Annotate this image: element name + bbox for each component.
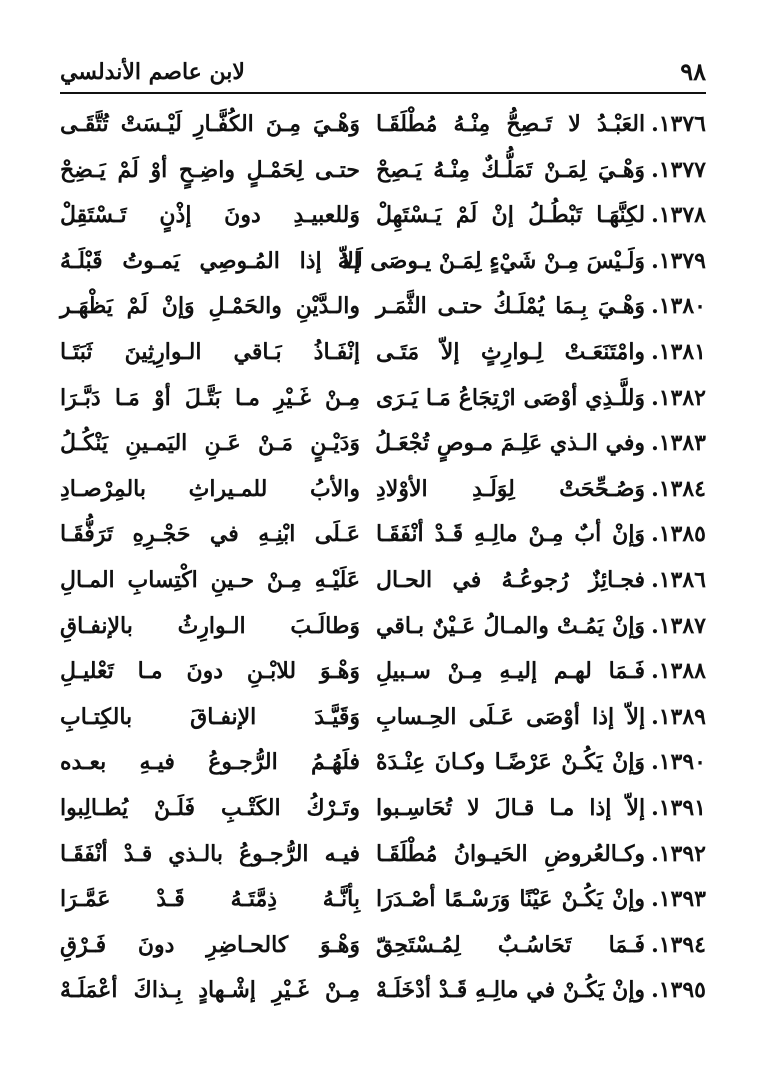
verse-first-text: وَإنْ أبٌ مِـنْ مالِـهِ قَـدْ أنْفَقَـا bbox=[376, 521, 646, 548]
verse-second-hemistich: وَهْـوَ كالحـاضِرِ دونَ فَـرْقِ bbox=[60, 931, 360, 958]
verse-number: ١٣٨٩. bbox=[651, 703, 706, 730]
verse-second-hemistich: مِـنْ غَـيْرِ مـا بَتَّـلَ أوْ مَـا دَبَّـرَا bbox=[60, 384, 360, 411]
verse-number: ١٣٧٦. bbox=[651, 111, 706, 137]
verse-first-hemistich bbox=[376, 658, 706, 684]
verse-number: ١٣٩١. bbox=[651, 794, 706, 821]
verse-row bbox=[60, 151, 706, 197]
verse-row bbox=[60, 196, 706, 242]
verse-first-hemistich bbox=[376, 157, 706, 183]
verse-second-hemistich: فيـه الرُّجـوعُ بالـذي قـدْ أنْفَقَـا bbox=[60, 840, 360, 867]
verse-second-hemistich: إنْفَـاذُ بَـاقي الـوارِثِينَ ثَبَتَـا bbox=[60, 338, 360, 365]
verse-second-hemistich: وَدَيْـنٍ مَـنْ عَـنِ اليَمـينِ يَنْكُـلُ bbox=[60, 430, 360, 457]
verse-number: ١٣٨١. bbox=[651, 338, 706, 365]
verse-row bbox=[60, 105, 706, 151]
verse-row bbox=[60, 424, 706, 470]
verse-row bbox=[60, 789, 706, 835]
verse-number: ١٣٧٨. bbox=[651, 202, 706, 229]
verse-second-hemistich: وتَـرْكُ الكَتْـبِ فَلَـنْ يُطـالِبوا bbox=[60, 794, 360, 821]
verse-first-hemistich bbox=[376, 841, 706, 867]
verse-first-text: إلاّ إذا مـا قـالَ لا تُحَاسِـبوا bbox=[376, 794, 646, 821]
verse-first-text: وكـالعُروضِ الحَيـوانُ مُطْلَقَـا bbox=[376, 840, 646, 867]
verse-second-hemistich: والأبُ للمـيراثِ بالمِرْصـادِ bbox=[60, 475, 360, 502]
verse-row bbox=[60, 698, 706, 744]
verse-first-text: وإنْ يَكُـنْ في مالِـهِ قَـدْ أدْخَلَـهْ bbox=[376, 977, 646, 1004]
header-rule bbox=[60, 92, 706, 94]
verse-number: ١٣٨٧. bbox=[651, 612, 706, 639]
verse-number: ١٣٨٨. bbox=[651, 658, 706, 685]
verse-first-text: لكِنَّهَـا تَبْطُـلُ إنْ لَمْ يَـسْتَهِلْ bbox=[376, 202, 646, 229]
verse-first-hemistich bbox=[376, 749, 706, 775]
verse-second-hemistich: عَـلَى ابْنِـهِ في حَجْـرِهِ تَرَفُّقَـا bbox=[60, 521, 360, 548]
verse-first-hemistich bbox=[376, 795, 706, 821]
verse-second-hemistich: وَهْـيَ مِـنَ الكُفَّـارِ لَيْـسَتْ تُتَّقَـى bbox=[60, 111, 360, 137]
verse-number: ١٣٩٠. bbox=[651, 749, 706, 776]
verse-first-text: وامْتَنَعَـتْ لِـوارِثٍ إلاّ مَتَـى bbox=[376, 338, 646, 365]
verse-first-hemistich bbox=[376, 202, 706, 228]
verse-first-hemistich bbox=[376, 932, 706, 958]
verse-number: ١٣٨٤. bbox=[651, 475, 706, 502]
verse-number: ١٣٩٤. bbox=[651, 931, 706, 958]
verse-first-text: وَصُـحِّحَتْ لِوَلَـدِ الأوْلادِ bbox=[376, 475, 646, 502]
verse-row bbox=[60, 926, 706, 972]
verse-second-hemistich: والـدَّيْنِ والحَمْـلِ وَإنْ لَمْ يَظْهَـر bbox=[60, 293, 360, 320]
verse-row bbox=[60, 652, 706, 698]
verse-first-text: فجـائِزٌ رُجوعُـهُ في الحـال bbox=[376, 566, 646, 593]
verse-first-text: إلاّ إذا أوْصَى عَـلَى الحِـسابِ bbox=[376, 703, 646, 730]
running-title: لابن عاصم الأندلسي bbox=[60, 59, 245, 85]
verse-row bbox=[60, 242, 706, 288]
verse-number: ١٣٩٥. bbox=[651, 977, 706, 1004]
verse-number: ١٣٩٣. bbox=[651, 886, 706, 913]
verse-row bbox=[60, 743, 706, 789]
verse-first-text: وَإنْ يَكُـنْ عَرْضًـا وكـانَ عِنْـدَهْ bbox=[376, 749, 646, 776]
verse-first-text: وَلَـيْسَ مِـنْ شَيْءٍ لِمَـنْ يـوصَى لَـهُ bbox=[337, 247, 646, 274]
verse-first-text: وَللَّـذِي أوْصَى ارْتِجَاعُ مَـا يَـرَى bbox=[376, 384, 646, 411]
verse-second-hemistich: عَلَيْـهِ مِـنْ حـينِ اكْتِسابِ المـالِ bbox=[60, 566, 360, 593]
verse-number: ١٣٨٢. bbox=[651, 384, 706, 411]
verse-second-hemistich: إلاّ إذا المُـوصِي يَمـوتُ قَبْلَـهُ bbox=[60, 247, 360, 274]
verse-first-text: وإنْ يَكُـنْ عَيْنًا وَرَسْـمًا أصْـدَرَا bbox=[376, 886, 646, 913]
verse-first-hemistich bbox=[376, 430, 706, 456]
verse-second-hemistich: مِـنْ غَـيْرِ إشْـهادٍ بِـذاكَ أعْمَلَـهْ bbox=[60, 977, 360, 1004]
verse-row bbox=[60, 880, 706, 926]
verse-number: ١٣٩٢. bbox=[651, 840, 706, 867]
verse-row bbox=[60, 607, 706, 653]
verse-first-hemistich bbox=[376, 476, 706, 502]
verse-second-hemistich: وَهْـوَ للابْـنِ دونَ مـا تَعْليـلِ bbox=[60, 658, 360, 685]
verse-second-hemistich: وَللعبيـدِ دونَ إذْنٍ تَـسْتَقِلْ bbox=[60, 202, 360, 229]
verse-first-hemistich bbox=[376, 293, 706, 319]
verse-first-hemistich bbox=[376, 704, 706, 730]
verse-second-hemistich: وَطالَـبَ الـوارِثُ بالإنفـاقِ bbox=[60, 612, 360, 639]
verse-first-hemistich bbox=[376, 385, 706, 411]
verse-second-hemistich: حتـى لِحَمْـلٍ واضِـحٍ أوْ لَمْ يَـضِحْ bbox=[60, 156, 360, 183]
verse-row bbox=[60, 287, 706, 333]
verse-first-hemistich bbox=[337, 247, 706, 274]
verse-first-text: فَـمَا لهـم إليـهِ مِـنْ سـبيلِ bbox=[376, 658, 646, 685]
verse-second-hemistich: وَقَيَّـدَ الإنفـاقَ بالكِتـابِ bbox=[60, 703, 360, 730]
verse-number: ١٣٨٥. bbox=[651, 521, 706, 548]
verse-first-hemistich bbox=[376, 521, 706, 547]
verse-first-hemistich bbox=[376, 977, 706, 1003]
verse-first-text: فَـمَا تَحَاسُـبٌ لِمُـسْتَحِقّ bbox=[376, 931, 646, 958]
verse-number: ١٣٨٣. bbox=[651, 430, 706, 457]
verse-first-hemistich bbox=[376, 613, 706, 639]
verse-first-hemistich bbox=[376, 886, 706, 912]
verse-row bbox=[60, 379, 706, 425]
verse-row bbox=[60, 561, 706, 607]
verse-first-text: وَهْـيَ بِـمَا يُمْلَـكُ حتـى الثَّمَـر bbox=[376, 293, 646, 320]
verse-first-hemistich bbox=[376, 567, 706, 593]
verse-number: ١٣٨٠. bbox=[651, 293, 706, 320]
verse-first-hemistich bbox=[376, 111, 706, 137]
verse-first-text: العَبْـدُ لا تَـصِحُّ مِنْـهُ مُطْلَقَـا bbox=[376, 111, 646, 137]
verse-number: ١٣٨٦. bbox=[651, 566, 706, 593]
verse-row bbox=[60, 835, 706, 881]
verse-row bbox=[60, 515, 706, 561]
verse-list bbox=[60, 105, 706, 1017]
verse-second-hemistich: فلَهُـمُ الرُّجـوعُ فيـهِ بعـده bbox=[60, 749, 360, 776]
verse-number: ١٣٧٩. bbox=[651, 247, 706, 274]
verse-number: ١٣٧٧. bbox=[651, 156, 706, 183]
verse-row bbox=[60, 971, 706, 1017]
verse-second-hemistich: بِأنَّـهُ ذِمَّتَـهُ قَـدْ عَمَّـرَا bbox=[60, 886, 360, 913]
verse-first-text: وَهْـيَ لِمَـنْ تَمَلُّـكٌ مِنْـهُ يَـصِحْ bbox=[376, 156, 646, 183]
verse-row bbox=[60, 470, 706, 516]
verse-first-hemistich bbox=[376, 339, 706, 365]
page-number: ٩٨ bbox=[680, 57, 706, 86]
verse-first-text: وَإنْ يَمُـتْ والمـالُ عَـيْنٌ بـاقي bbox=[376, 612, 646, 639]
verse-first-text: وفي الـذي عَلِـمَ مـوصٍ تُجْعَـلُ bbox=[375, 430, 646, 457]
page-header bbox=[60, 55, 706, 89]
verse-row bbox=[60, 333, 706, 379]
